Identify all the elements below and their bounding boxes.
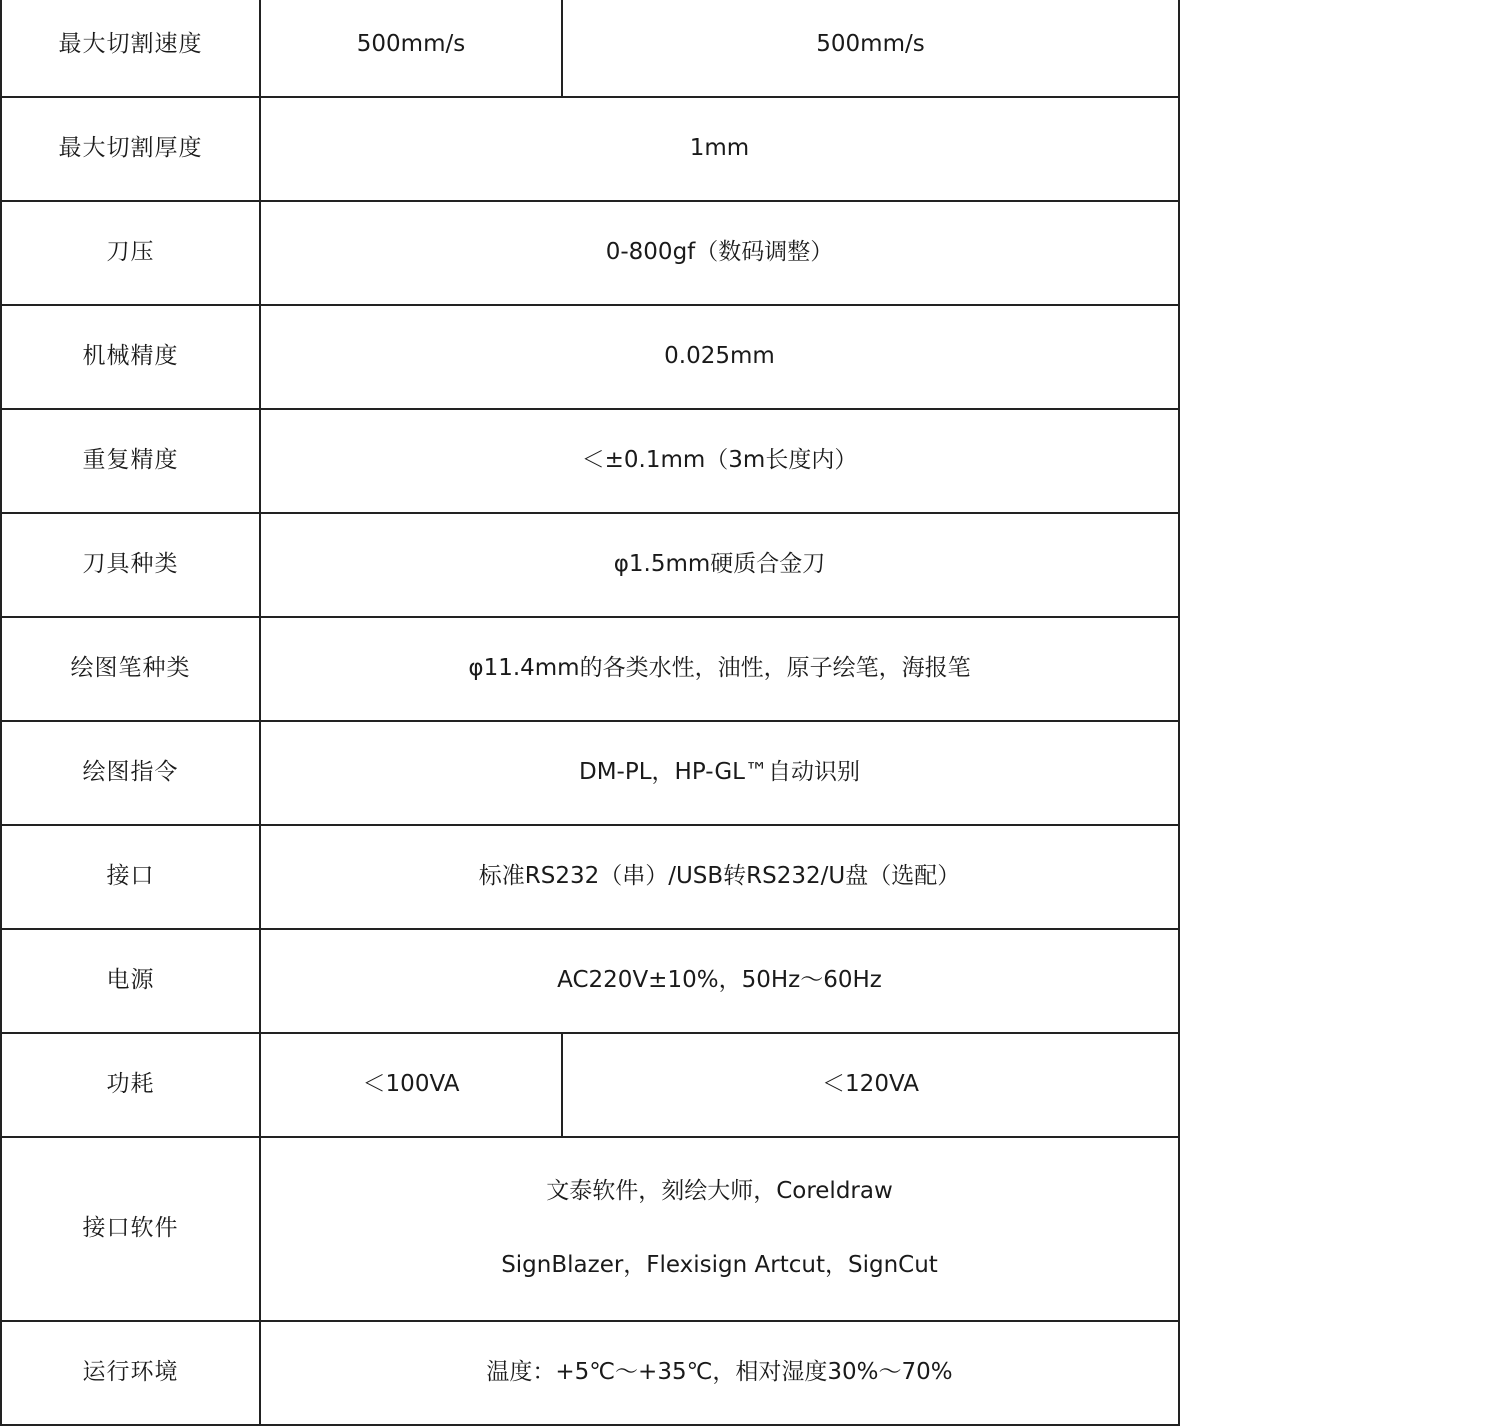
row-label: 最大切割速度 [1, 0, 260, 97]
row-value-line: SignBlazer，Flexisign Artcut，SignCut [501, 1252, 938, 1278]
row-label: 机械精度 [1, 305, 260, 409]
row-label: 刀压 [1, 201, 260, 305]
row-label: 接口软件 [1, 1137, 260, 1321]
row-label: 重复精度 [1, 409, 260, 513]
row-label: 电源 [1, 929, 260, 1033]
row-value: φ11.4mm的各类水性，油性，原子绘笔，海报笔 [260, 617, 1179, 721]
row-label: 接口 [1, 825, 260, 929]
table-row [1, 305, 1179, 409]
row-value: ＜100VA [260, 1033, 562, 1137]
table-row [1, 721, 1179, 825]
table-row [1, 1137, 1179, 1321]
table-row [1, 825, 1179, 929]
row-value: 0.025mm [260, 305, 1179, 409]
table-row [1, 617, 1179, 721]
row-label: 刀具种类 [1, 513, 260, 617]
row-value: 0-800gf（数码调整） [260, 201, 1179, 305]
row-value: ＜120VA [562, 1033, 1179, 1137]
row-value: ＜±0.1mm（3m长度内） [260, 409, 1179, 513]
table-row [1, 1321, 1179, 1425]
row-value: 500mm/s [562, 0, 1179, 97]
table-row [1, 97, 1179, 201]
row-value: 1mm [260, 97, 1179, 201]
table-row [1, 1033, 1179, 1137]
row-label: 绘图笔种类 [1, 617, 260, 721]
row-value-line: 文泰软件，刻绘大师，Coreldraw [546, 1178, 893, 1205]
row-value: 温度：+5℃～+35℃，相对湿度30%～70% [260, 1321, 1179, 1425]
table-row [1, 0, 1179, 97]
row-label: 绘图指令 [1, 721, 260, 825]
row-value: 标准RS232（串）/USB转RS232/U盘（选配） [260, 825, 1179, 929]
row-value: 500mm/s [260, 0, 562, 97]
row-value [260, 1137, 1179, 1321]
row-value: AC220V±10%，50Hz～60Hz [260, 929, 1179, 1033]
row-label: 功耗 [1, 1033, 260, 1137]
table-row [1, 409, 1179, 513]
row-value: DM-PL，HP-GL™自动识别 [260, 721, 1179, 825]
table-row [1, 929, 1179, 1033]
row-value: φ1.5mm硬质合金刀 [260, 513, 1179, 617]
table-row [1, 201, 1179, 305]
row-label: 运行环境 [1, 1321, 260, 1425]
table-row [1, 513, 1179, 617]
row-label: 最大切割厚度 [1, 97, 260, 201]
